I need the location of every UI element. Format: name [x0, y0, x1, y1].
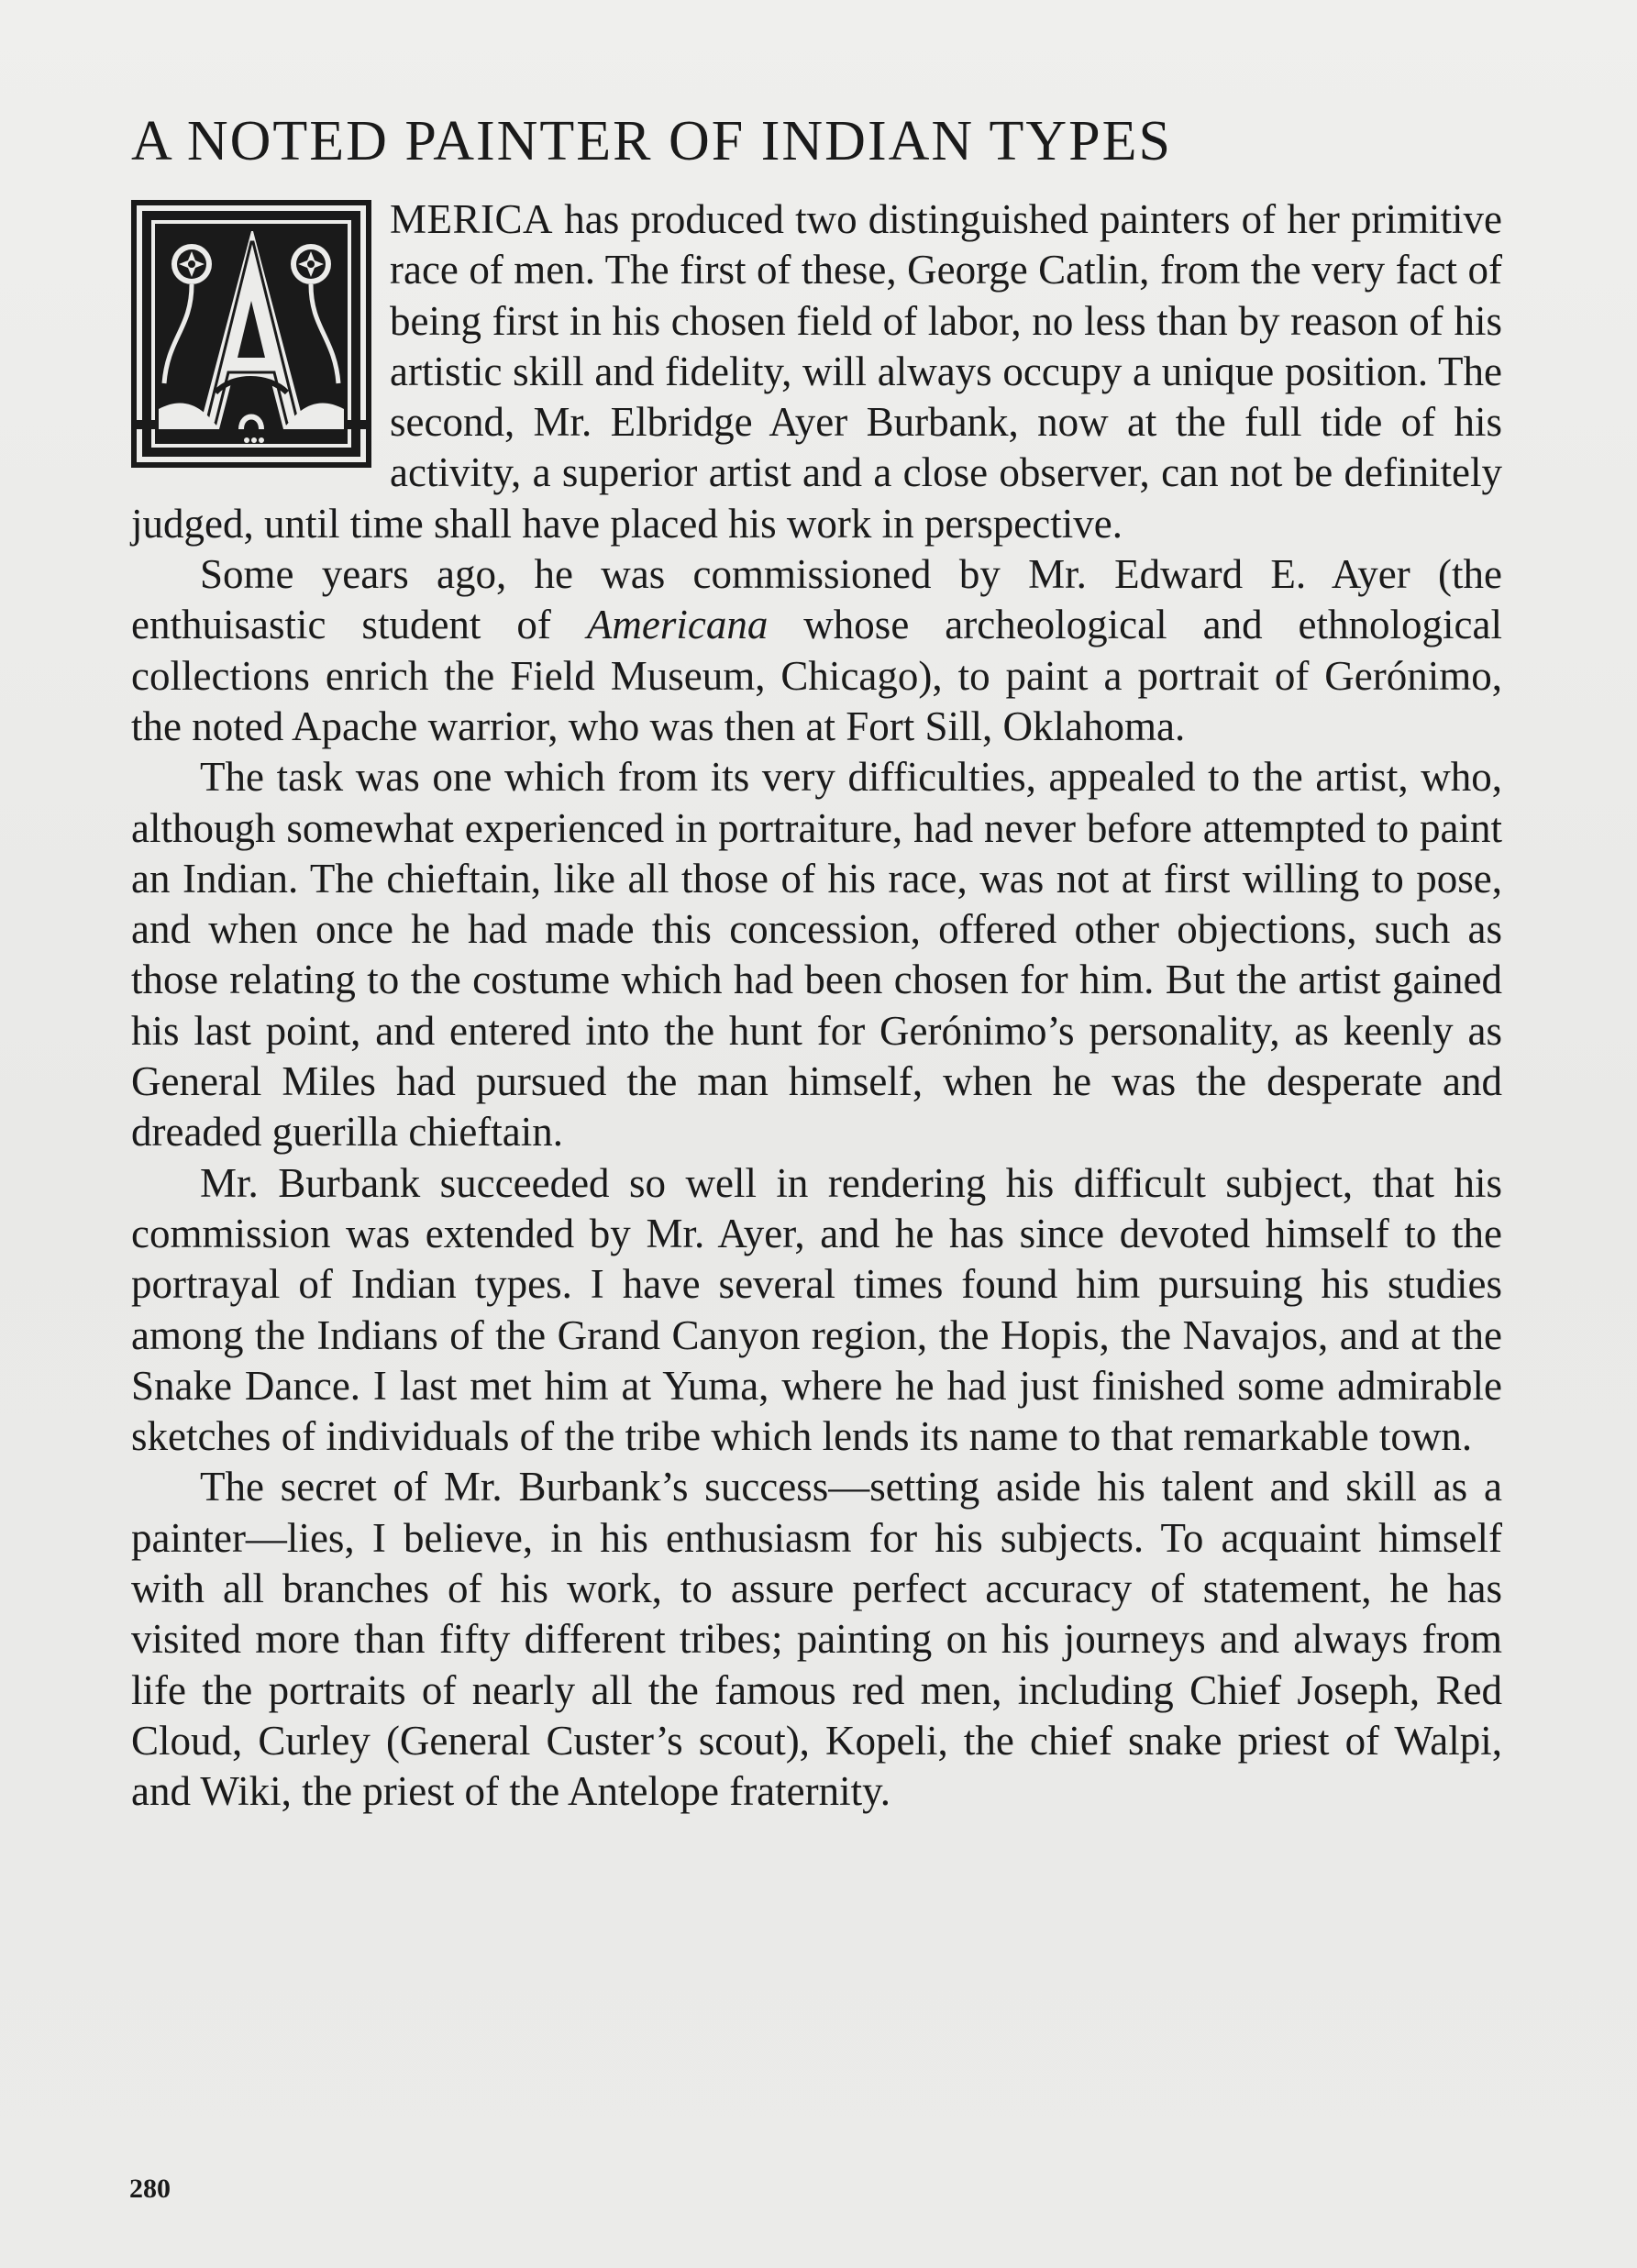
article-body [131, 108, 1502, 1818]
paragraph-1 [131, 194, 1502, 549]
paragraph-2-text: Some years ago, he was commissioned by Mr. Edward E. Ayer (the enthuisastic student of [131, 551, 1502, 648]
paragraph-4: Mr. Burbank succeeded so well in rendering his difficult subject, that his commission was extended by Mr. Ayer, and he has since devoted himself to the portrayal of Indian types. I have several times found him pursuing his studies among the Indians of the Grand Canyon region, the Hopis, the Navajos, and at the Snake Dance. I last met him at Yuma, where he had just finished some admirable sketches of individuals of the tribe which lends its name to that remarkable town. [131, 1159, 1502, 1460]
ornamental-initial-a-icon [131, 200, 371, 484]
paragraph-2-rest: whose archeological and ethnological collections enrich the Field Museum, Chicago), to paint a portrait of Gerónimo, the noted Apache warrior, who was then at Fort Sill, Oklahoma. [131, 602, 1502, 749]
paragraph-5: The secret of Mr. Burbank’s success—setting aside his talent and skill as a painter—lies, I believe, in his enthusiasm for his subjects. To acquaint himself with all branches of his work, to assure perfect accuracy of statement, he has visited more than fifty different tribes; painting on his journeys and always from life the portraits of nearly all the famous red men, including Chief Joseph, Red Cloud, Curley (General Custer’s scout), Kopeli, the chief snake priest of Walpi, and Wiki, the priest of the Antelope fraternity. [131, 1464, 1502, 1815]
italic-americana: Americana [586, 602, 769, 648]
first-word-remainder: MERICA [390, 196, 554, 242]
article-title: A NOTED PAINTER OF INDIAN TYPES [131, 110, 1173, 172]
paragraph-1-text: has produced two distinguished painters of her primitive race of men. The first of these, George Catlin, from the very fact of being first in his chosen field of labor, no less than by reason of his artistic skill and fidelity, will always occupy a unique position. The second, Mr. Elbridge Ayer Burbank, now at the full tide of his activity, a superior artist and a close observer, can not be definitely judged, until time shall have placed his work in perspective. [131, 196, 1502, 547]
drop-cap-ornament [131, 200, 371, 484]
page-number: 280 [129, 2174, 171, 2204]
paragraph-2 [131, 549, 1502, 752]
paragraph-3: The task was one which from its very difficulties, appealed to the artist, who, although somewhat experienced in portraiture, had never before attempted to paint an Indian. The chieftain, like all those of his race, was not at first willing to pose, and when once he had made this concession, offered other objections, such as those relating to the costume which had been chosen for him. But the artist gained his last point, and entered into the hunt for Gerónimo’s personality, as keenly as General Miles had pursued the man himself, when he was the desperate and dreaded guerilla chieftain. [131, 754, 1502, 1156]
